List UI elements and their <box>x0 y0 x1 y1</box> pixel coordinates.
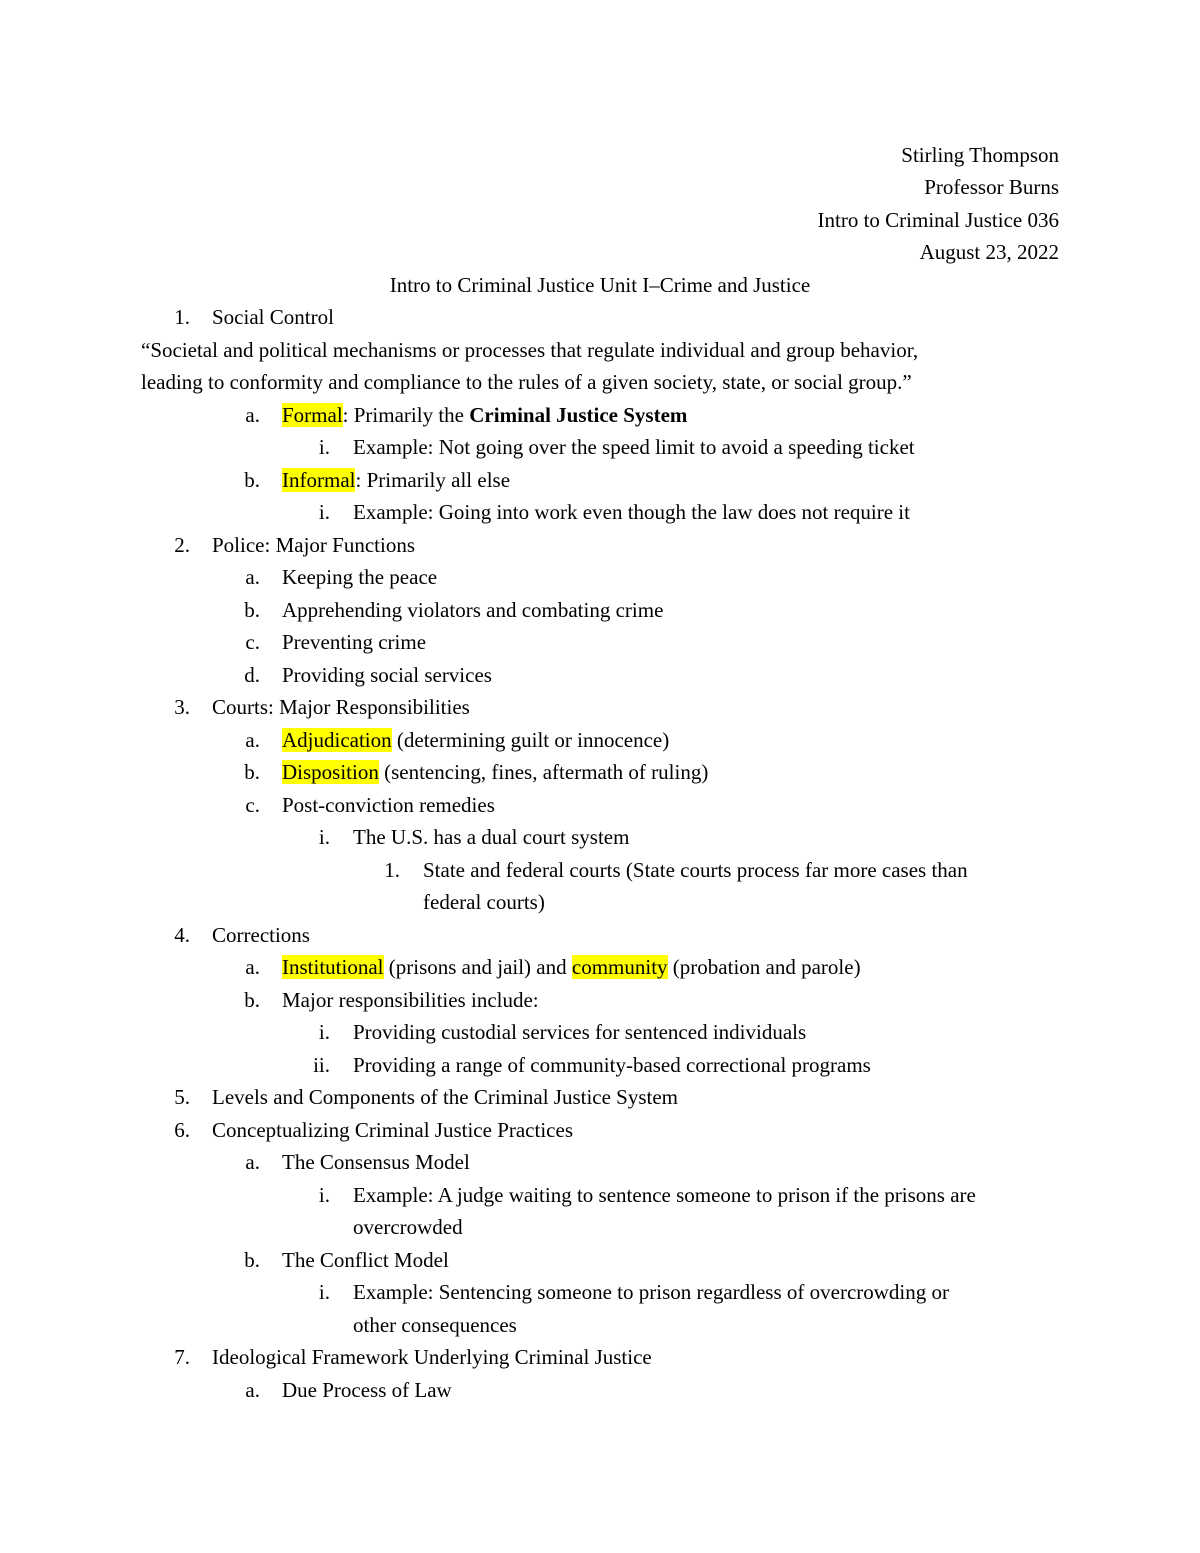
list-roman: ii. <box>313 1053 330 1077</box>
list-item: The Consensus Model <box>282 1150 470 1174</box>
list-item <box>282 399 687 431</box>
item-text: : Primarily all else <box>355 468 511 492</box>
list-number: 3. <box>174 695 190 719</box>
item-text: (determining guilt or innocence) <box>391 728 670 752</box>
list-item: Conceptualizing Criminal Justice Practices <box>212 1118 573 1142</box>
list-letter: b. <box>244 988 260 1012</box>
list-roman: i. <box>318 825 330 849</box>
document-date: August 23, 2022 <box>919 240 1059 264</box>
list-roman: i. <box>318 500 330 524</box>
list-item: State and federal courts (State courts process far more cases than <box>423 858 968 882</box>
highlighted-term: Informal <box>282 468 356 492</box>
highlighted-term: Institutional <box>282 955 384 979</box>
item-text: (probation and parole) <box>667 955 861 979</box>
list-letter: a. <box>245 728 260 752</box>
author-name: Stirling Thompson <box>901 143 1059 167</box>
list-letter: b. <box>244 760 260 784</box>
list-roman: i. <box>318 435 330 459</box>
document-title: Intro to Criminal Justice Unit I–Crime and Justice <box>389 273 811 297</box>
list-letter: c. <box>245 630 260 654</box>
list-item-continuation: overcrowded <box>353 1215 463 1239</box>
list-letter: a. <box>245 565 260 589</box>
list-item: Post-conviction remedies <box>282 793 495 817</box>
list-item: Providing custodial services for sentenced individuals <box>353 1020 807 1044</box>
highlighted-term: Formal <box>282 403 343 427</box>
item-text: (sentencing, fines, aftermath of ruling) <box>378 760 709 784</box>
quote-text: leading to conformity and compliance to the rules of a given society, state, or social group.” <box>141 370 912 394</box>
list-number: 5. <box>174 1085 190 1109</box>
highlighted-term: community <box>571 955 668 979</box>
list-number: 1. <box>384 858 400 882</box>
quote-text: “Societal and political mechanisms or processes that regulate individual and group behavior, <box>141 338 919 362</box>
list-item: Example: Not going over the speed limit to avoid a speeding ticket <box>353 435 915 459</box>
item-text: (prisons and jail) and <box>383 955 572 979</box>
list-item-continuation: other consequences <box>353 1313 517 1337</box>
list-letter: d. <box>244 663 260 687</box>
list-item: Ideological Framework Underlying Criminal Justice <box>212 1345 652 1369</box>
list-item: Levels and Components of the Criminal Justice System <box>212 1085 679 1109</box>
item-text: : Primarily the <box>342 403 470 427</box>
list-item: Providing social services <box>282 663 492 687</box>
list-item: Keeping the peace <box>282 565 438 589</box>
list-item-continuation: federal courts) <box>423 890 545 914</box>
list-item: Providing a range of community-based correctional programs <box>353 1053 871 1077</box>
list-item: Example: A judge waiting to sentence someone to prison if the prisons are <box>353 1183 976 1207</box>
list-roman: i. <box>318 1020 330 1044</box>
list-item: Corrections <box>212 923 310 947</box>
professor-name: Professor Burns <box>924 175 1059 199</box>
list-letter: c. <box>245 793 260 817</box>
list-item: Apprehending violators and combating crime <box>282 598 664 622</box>
list-letter: b. <box>244 598 260 622</box>
list-item: The Conflict Model <box>282 1248 449 1272</box>
list-item <box>282 951 861 983</box>
list-number: 1. <box>174 305 190 329</box>
list-item: Example: Going into work even though the law does not require it <box>353 500 910 524</box>
list-item: Due Process of Law <box>282 1378 452 1402</box>
list-item: Example: Sentencing someone to prison regardless of overcrowding or <box>353 1280 950 1304</box>
list-roman: i. <box>318 1183 330 1207</box>
list-number: 7. <box>174 1345 190 1369</box>
list-letter: b. <box>244 468 260 492</box>
list-roman: i. <box>318 1280 330 1304</box>
list-item: Courts: Major Responsibilities <box>212 695 470 719</box>
list-number: 4. <box>174 923 190 947</box>
list-letter: a. <box>245 1378 260 1402</box>
bold-term: Criminal Justice System <box>469 403 688 427</box>
list-letter: b. <box>244 1248 260 1272</box>
list-item: Preventing crime <box>282 630 427 654</box>
list-letter: a. <box>245 1150 260 1174</box>
list-item <box>282 724 669 756</box>
list-number: 6. <box>174 1118 190 1142</box>
highlighted-term: Adjudication <box>282 728 392 752</box>
course-name: Intro to Criminal Justice 036 <box>817 208 1059 232</box>
list-number: 2. <box>174 533 190 557</box>
list-item: Police: Major Functions <box>212 533 415 557</box>
highlighted-term: Disposition <box>282 760 379 784</box>
list-letter: a. <box>245 403 260 427</box>
list-item: Major responsibilities include: <box>282 988 539 1012</box>
list-item: Social Control <box>212 305 334 329</box>
list-letter: a. <box>245 955 260 979</box>
list-item <box>282 464 510 496</box>
list-item: The U.S. has a dual court system <box>353 825 630 849</box>
list-item <box>282 756 708 788</box>
